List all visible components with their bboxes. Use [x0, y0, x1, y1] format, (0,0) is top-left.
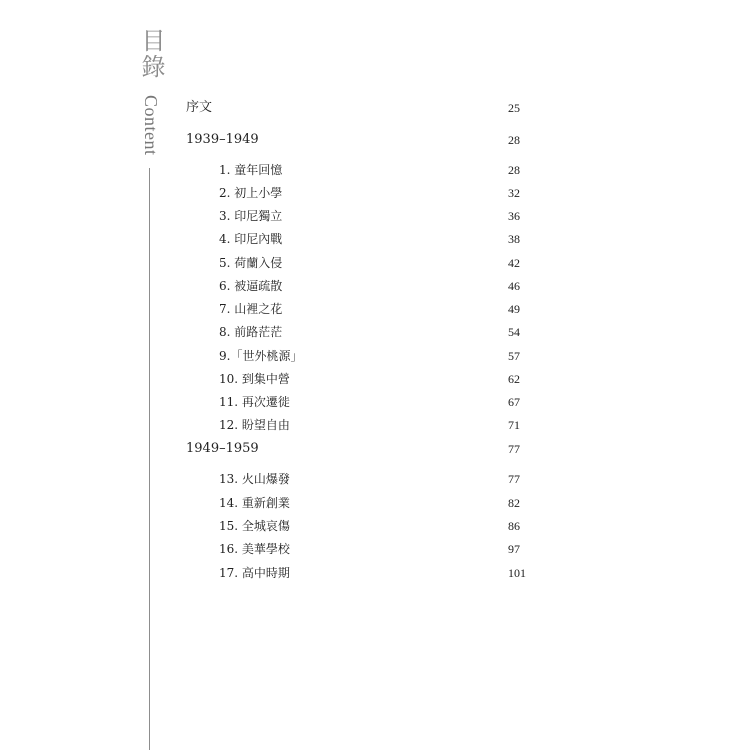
- toc-section-heading[interactable]: [186, 440, 536, 458]
- toc-entry-title: 14. 重新創業: [219, 496, 290, 510]
- toc-section-title: 1949–1959: [186, 441, 259, 456]
- toc-entry-title: 7. 山裡之花: [219, 302, 283, 316]
- toc-entry-page: 67: [508, 395, 520, 409]
- toc-entry-page: 101: [508, 566, 526, 580]
- toc-entry-title: 16. 美華學校: [219, 542, 290, 556]
- toc-entry-title: 8. 前路茫茫: [219, 325, 283, 339]
- toc-title-english: Content: [141, 95, 161, 156]
- toc-entry-title: 2. 初上小學: [219, 186, 283, 200]
- toc-entry[interactable]: [186, 207, 536, 225]
- toc-section-page: 77: [508, 442, 520, 456]
- toc-section-title: 1939–1949: [186, 132, 259, 147]
- toc-entry-page: 38: [508, 232, 520, 246]
- toc-entry[interactable]: [186, 494, 536, 512]
- toc-entry[interactable]: [186, 564, 536, 582]
- toc-entry-title: 1. 童年回憶: [219, 163, 283, 177]
- toc-entry[interactable]: [186, 416, 536, 434]
- toc-entry[interactable]: [186, 540, 536, 558]
- toc-entry[interactable]: [186, 393, 536, 411]
- toc-entry-title: 9.「世外桃源」: [219, 349, 303, 363]
- toc-entry-page: 71: [508, 418, 520, 432]
- toc-entry-title: 6. 被逼疏散: [219, 279, 283, 293]
- toc-entry-page: 57: [508, 349, 520, 363]
- toc-entry[interactable]: [186, 230, 536, 248]
- toc-entry-page: 97: [508, 542, 520, 556]
- toc-entry[interactable]: [186, 470, 536, 488]
- toc-entry-title: 5. 荷蘭入侵: [219, 256, 283, 270]
- toc-entry[interactable]: [186, 254, 536, 272]
- toc-entry-page: 32: [508, 186, 520, 200]
- toc-section-heading[interactable]: [186, 131, 536, 149]
- toc-entry[interactable]: [186, 323, 536, 341]
- toc-entry-title: 10. 到集中營: [219, 372, 290, 386]
- toc-entry-page: 42: [508, 256, 520, 270]
- toc-entry-title: 15. 全城哀傷: [219, 519, 290, 533]
- toc-entry[interactable]: [186, 99, 536, 117]
- toc-entry-page: 77: [508, 472, 520, 486]
- toc-entry-page: 82: [508, 496, 520, 510]
- toc-entry[interactable]: [186, 300, 536, 318]
- toc-entry-page: 62: [508, 372, 520, 386]
- toc-entry-title: 序文: [186, 100, 213, 115]
- toc-entry-title: 17. 高中時期: [219, 566, 290, 580]
- toc-entry-page: 28: [508, 163, 520, 177]
- toc-entry-page: 49: [508, 302, 520, 316]
- toc-section-page: 28: [508, 133, 520, 147]
- toc-entry-page: 54: [508, 325, 520, 339]
- toc-entry-title: 13. 火山爆發: [219, 472, 290, 486]
- toc-entry-title: 4. 印尼內戰: [219, 232, 283, 246]
- toc-entry-page: 46: [508, 279, 520, 293]
- toc-entry[interactable]: [186, 347, 536, 365]
- toc-entry[interactable]: [186, 370, 536, 388]
- toc-entry-title: 3. 印尼獨立: [219, 209, 283, 223]
- toc-entry-page: 25: [508, 101, 520, 115]
- toc-entry[interactable]: [186, 517, 536, 535]
- toc-entry[interactable]: [186, 184, 536, 202]
- toc-entry-title: 11. 再次遷徙: [219, 395, 290, 409]
- toc-entry[interactable]: [186, 161, 536, 179]
- toc-entry-title: 12. 盼望自由: [219, 418, 290, 432]
- side-title: [136, 28, 166, 156]
- toc-title-chinese: 目錄: [137, 28, 165, 80]
- toc-entry-page: 86: [508, 519, 520, 533]
- vertical-divider: [149, 168, 150, 750]
- toc-entry[interactable]: [186, 277, 536, 295]
- toc-entry-page: 36: [508, 209, 520, 223]
